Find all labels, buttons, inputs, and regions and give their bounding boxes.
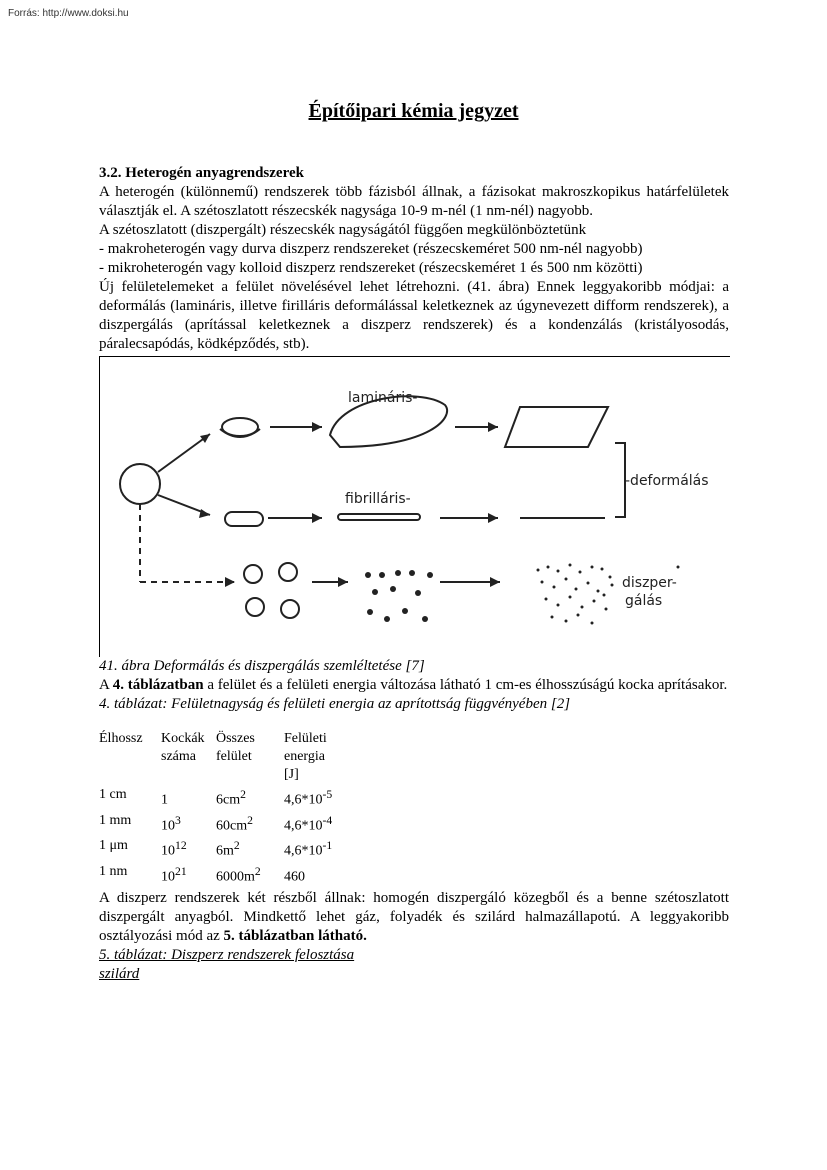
table-4 <box>99 730 354 889</box>
figure-41 <box>99 356 730 657</box>
table4-caption: 4. táblázat: Felületnagyság és felületi energia az aprítottság függvényében [2] <box>99 696 571 712</box>
origin-sphere <box>120 464 160 504</box>
section-heading: 3.2. Heterogén anyagrendszerek <box>99 165 304 181</box>
header-area: Összes felület <box>216 731 255 764</box>
deformation-bracket <box>615 443 625 517</box>
table-ref-bold: 4. táblázatban <box>112 677 204 693</box>
main-content <box>99 164 729 984</box>
closing-bold: 5. táblázatban látható. <box>223 927 367 944</box>
label-laminaris: lamináris- <box>348 390 418 406</box>
header-energy: Felületi energia [J] <box>284 731 327 782</box>
particle-b <box>279 563 297 581</box>
label-diszper: diszper- <box>622 575 677 591</box>
paragraph-intro: A heterogén (különnemű) rendszerek több fázisból állnak, a fázisokat makroszkopikus határfelületek választják el. A szétoszlatott részecskék nagysága 10-9 m-nél (1 nm-nél) nagyobb. <box>99 184 729 219</box>
particle-d <box>281 600 299 618</box>
table-ref-pre: A <box>99 677 113 693</box>
table-row: 1 cm 1 $6cm^2$ $4,6*10^{-5}$ <box>99 787 333 808</box>
table5-first-cell: szilárd <box>99 965 140 982</box>
source-url: Forrás: http://www.doksi.hu <box>8 8 129 19</box>
table-row: 1 mm $10^3$ $60cm^2$ $4,6*10^{-4}$ <box>99 812 333 834</box>
list-item-macro: - makroheterogén vagy durva diszperz rendszereket (részecskeméret 500 nm-nél nagyobb) <box>99 241 643 257</box>
deformation-diagram <box>100 357 730 657</box>
label-fibrillaris: fibrilláris- <box>345 491 411 507</box>
label-galas: gálás <box>625 593 663 609</box>
figure-caption: 41. ábra Deformálás és diszpergálás szemléltetése [7] <box>99 658 425 674</box>
header-edge: Élhossz <box>99 731 143 746</box>
particle-a <box>244 565 262 583</box>
table-header-row <box>99 730 354 786</box>
paragraph-closing <box>99 889 729 946</box>
page-title: Építőipari kémia jegyzet <box>308 100 519 122</box>
particle-c <box>246 598 264 616</box>
paragraph-classification: A szétoszlatott (diszpergált) részecskék nagyságától függően megkülönböztetünk <box>99 222 587 238</box>
header-count: Kockák száma <box>161 731 205 764</box>
closing-text: A diszperz rendszerek két részből állnak: homogén diszpergáló közegből és a benne szétoszlatott diszpergált anyagból. Mindkettő lehet gáz, folyadék és szilárd halmazállapotú. A leggyakoribb osztályozási mód az <box>99 889 729 944</box>
fibre <box>338 514 420 520</box>
table-row: 1 μm $10^{12}$ $6m^2$ $4,6*10^{-1}$ <box>99 838 333 859</box>
label-deformalas: -deformálás <box>625 473 709 489</box>
list-item-micro: - mikroheterogén vagy kolloid diszperz rendszereket (részecskeméret 1 és 500 nm közötti) <box>99 260 643 276</box>
table-row: 1 nm $10^{21}$ $6000m^2$ 460 <box>99 863 305 885</box>
cylinder <box>225 512 263 526</box>
paragraph-surface: Új felületelemeket a felület növelésével lehet létrehozni. (41. ábra) Ennek leggyakoribb módjai: a deformálás (lamináris, illetve firilláris deformálással keletkeznek az úgynevezett difform rendszerek), a diszpergálás (aprítással keletkeznek a diszperz rendszerek) és a kondenzálás (kristályosodás, páralecsapódás, ködképződés, stb). <box>99 279 729 352</box>
table5-caption: 5. táblázat: Diszperz rendszerek felosztása <box>99 946 355 963</box>
arrow-laminar-1 <box>158 434 210 472</box>
table-ref-post: a felület és a felületi energia változása látható 1 cm-es élhosszúságú kocka aprításakor. <box>203 677 728 693</box>
paragraph-table-ref <box>99 676 729 695</box>
laminar-plate <box>505 407 608 447</box>
